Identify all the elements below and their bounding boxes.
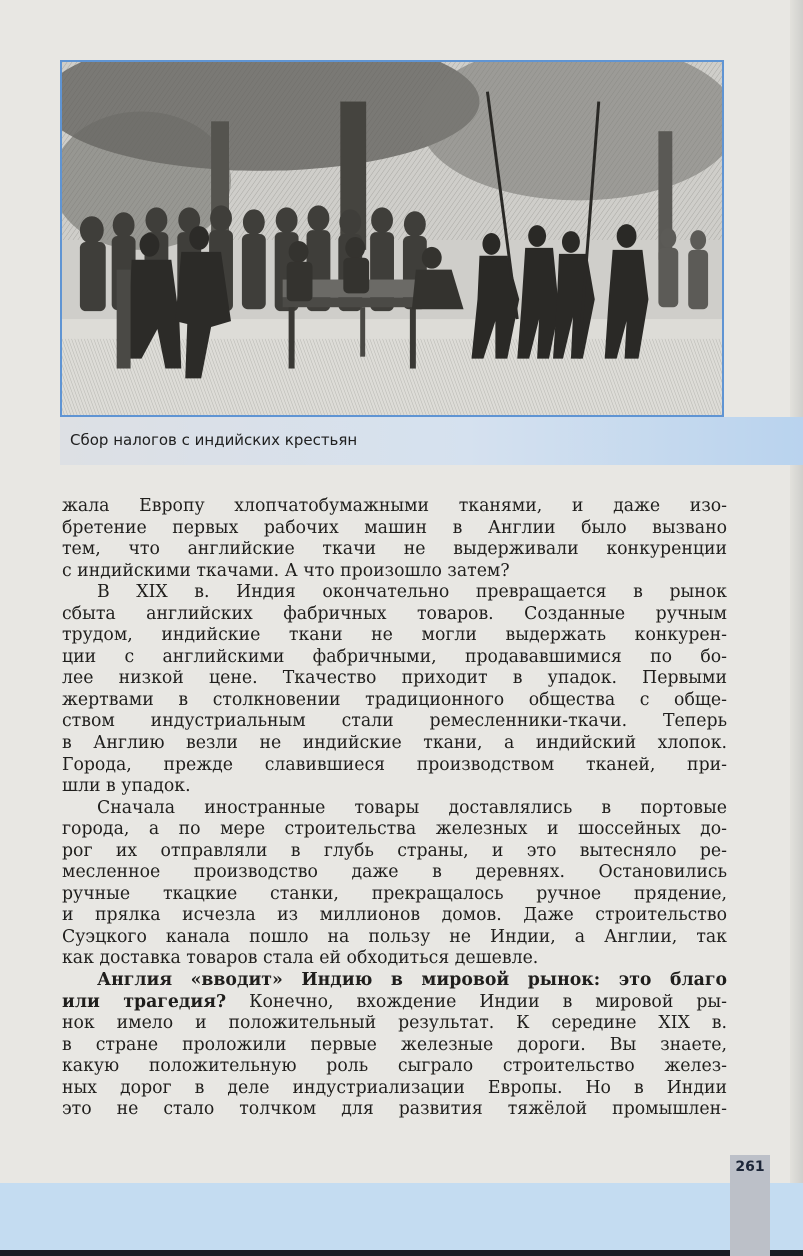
text-line [62,992,727,1014]
text-line: Города, прежде славившиеся производством тканей, при- [62,754,727,775]
text-line: нок имело и положительный результат. К середине XIX в. [62,1013,727,1034]
text-line: Суэцкого канала пошло на пользу не Индии, а Англии, так [62,926,727,947]
text-line: в Англию везли не индийские ткани, а индийский хлопок. [62,733,727,754]
figure-caption: Сбор налогов с индийских крестьян [70,431,358,449]
text-line: лее низкой цене. Ткачество приходит в упадок. Первыми [62,668,727,689]
text-line: в стране проложили первые железные дороги. Вы знаете, [62,1034,727,1055]
illustration [60,60,724,417]
text-line: какую положительную роль сыграло строительство желез- [62,1056,727,1077]
text-line: с индийскими ткачами. А что произошло затем? [62,560,510,581]
text-line: и прялка исчезла из миллионов домов. Даже строительство [62,905,727,926]
text-line: месленное производство даже в деревнях. Остановились [62,862,727,883]
text-line: это не стало толчком для развития тяжёлой промышлен- [62,1099,727,1120]
text-line [62,970,727,992]
text-line: ных дорог в деле индустриализации Европы. Но в Индии [62,1077,727,1098]
section-heading: Англия «вводит» Индию в мировой рынок: это благо [97,970,727,991]
text-line: ции с английскими фабричными, продававшимися по бо- [62,646,727,667]
text-line: В XIX в. Индия окончательно превращается в рынок [97,582,727,603]
bottom-band [0,1183,803,1256]
paragraph-3 [62,798,727,970]
text-line: тем, что английские ткачи не выдерживали конкуренции [62,539,727,560]
text-line: бретение первых рабочих машин в Англии было вызвано [62,517,727,538]
text-line: жертвами в столкновении традиционного общества с обще- [62,689,727,710]
text-line: ручные ткацкие станки, прекращалось ручное прядение, [62,883,727,904]
main-text [62,496,727,1121]
text-fragment: Конечно, вхождение Индии в мировой ры- [226,991,727,1012]
text-line: Сначала иностранные товары доставлялись в портовые [97,797,727,818]
page-number: 261 [735,1159,765,1175]
engraving-image [62,62,722,415]
section-heading: или трагедия? [62,991,227,1012]
text-line: рог их отправляли в глубь страны, и это вытесняло ре- [62,840,727,861]
text-line: как доставка товаров стала ей обходиться дешевле. [62,948,539,969]
paragraph-4 [62,970,727,1121]
paragraph-2 [62,582,727,797]
text-line: жала Европу хлопчатобумажными тканями, и даже изо- [62,496,727,516]
paragraph-1 [62,496,727,582]
page-edge [790,0,803,1183]
text-line: сбыта английских фабричных товаров. Созданные ручным [62,603,727,624]
text-line: ством индустриальным стали ремесленники-ткачи. Теперь [62,711,727,732]
text-line: трудом, индийские ткани не могли выдержать конкурен- [62,625,727,646]
text-line: шли в упадок. [62,776,191,797]
text-line: города, а по мере строительства железных и шоссейных до- [62,819,727,840]
